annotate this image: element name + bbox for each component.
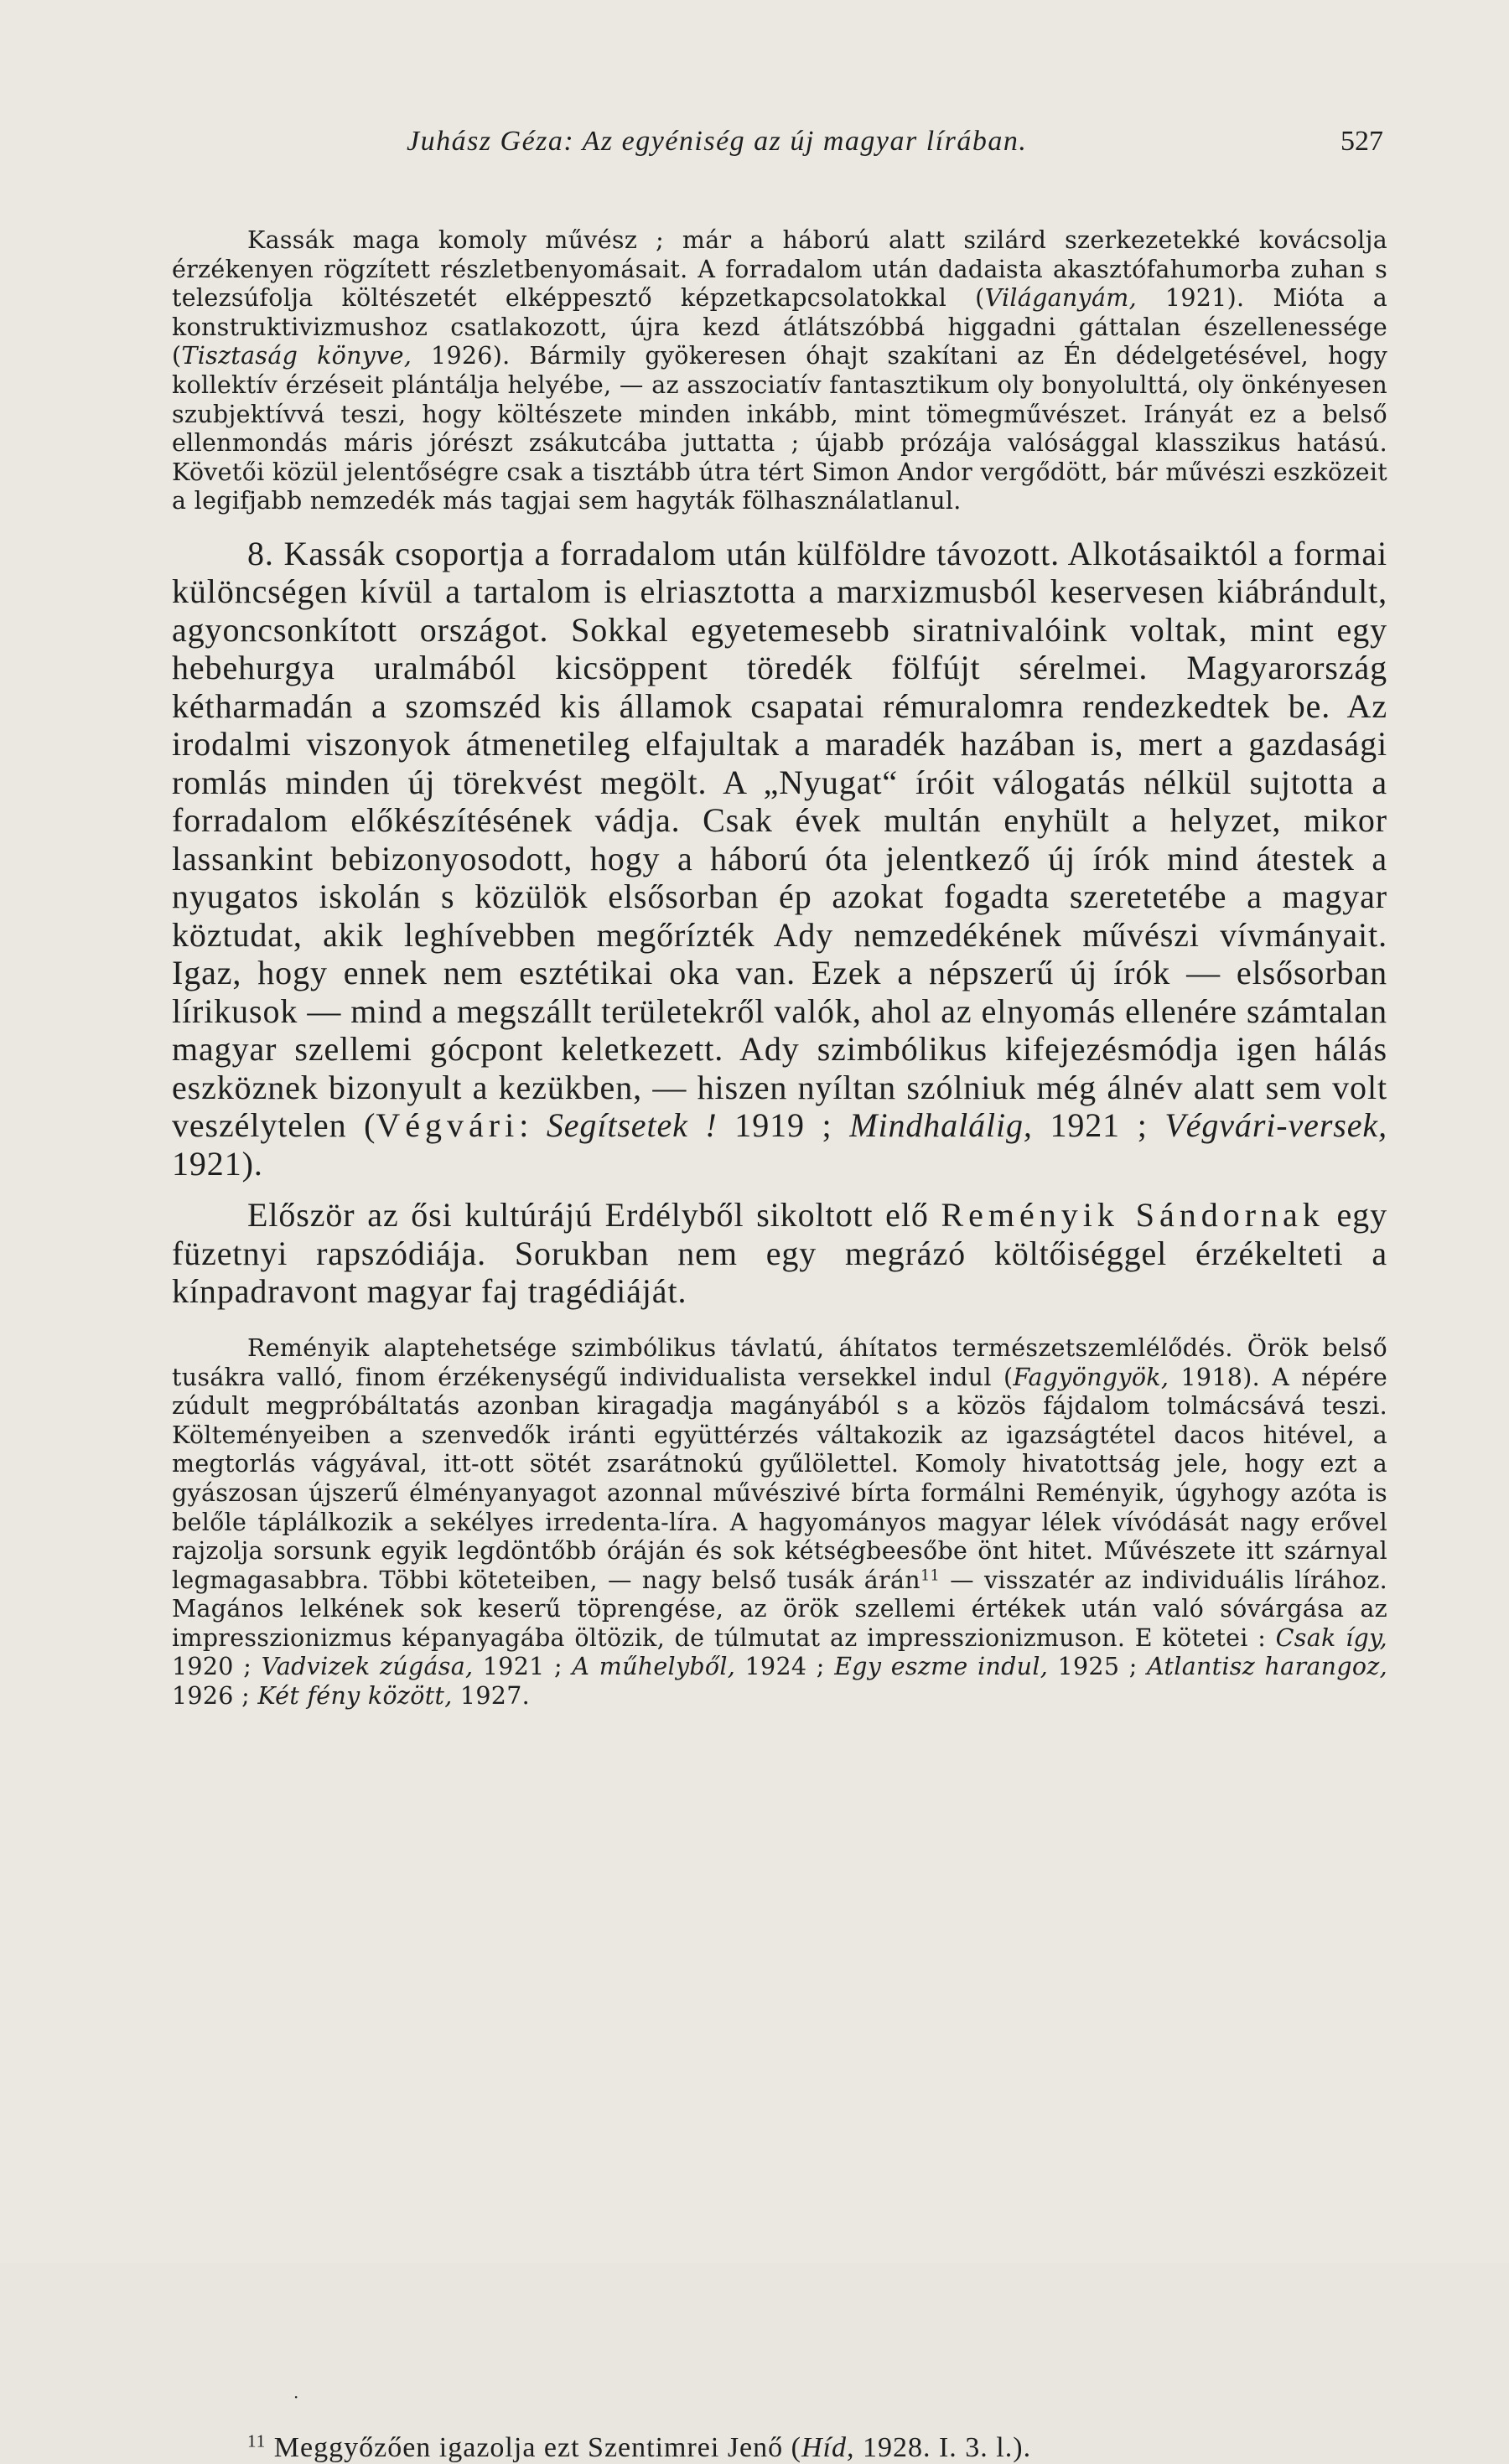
- footnote-dot: ·: [293, 2387, 299, 2407]
- work-title: Híd,: [801, 2432, 855, 2463]
- text-run: 1921 ;: [473, 1653, 573, 1681]
- work-title: Végvári-versek,: [1164, 1106, 1387, 1145]
- work-title: Egy eszme indul,: [834, 1653, 1049, 1681]
- text-run: 1926). Bármily gyökeresen óhajt szakítani az Én dédelgetésével, hogy kollektív érzéseit plántálja helyébe, — az asszociatív fantasztikum oly bonyolulttá, oly önkényesen szubjektívvá teszi, hogy költészete minden inkább, mint tömegművészet. Irányát ez a belső ellenmondás máris jórészt zsákutcába juttatta ; újabb prózája valósággal klasszikus hatású. Követői közül jelentőségre csak a tisztább útra tért Simon Andor vergődött, bár művészi eszközeit a legifjabb nemzedék más tagjai sem hagyták fölhasználatlanul.: [172, 342, 1387, 515]
- text-run: 1921). Mióta a konstruktivizmushoz csatlakozott, újra kezd átlátszóbbá higgadni gáttalan észellenessége (: [172, 284, 1387, 370]
- footnote: [247, 2432, 1031, 2464]
- spaced-name: Reményik Sándornak: [941, 1196, 1325, 1235]
- text-run: 1925 ;: [1048, 1653, 1148, 1681]
- running-title: Juhász Géza: Az egyéniség az új magyar lírában.: [407, 126, 1028, 157]
- text-run: 1919 ;: [717, 1106, 850, 1145]
- text-run: 1926 ;: [172, 1682, 258, 1711]
- text-run: 1921 ;: [1032, 1106, 1165, 1145]
- text-run: 1921).: [172, 1144, 263, 1183]
- text-run: 1927.: [452, 1682, 531, 1711]
- work-title: Világanyám,: [984, 284, 1137, 313]
- page-header: [172, 126, 1383, 176]
- text-run: :: [519, 1106, 547, 1145]
- paragraph-section-8: [172, 535, 1387, 1183]
- work-title: A műhelyből,: [572, 1653, 736, 1681]
- text-run: 8. Kassák csoportja a forradalom után külföldre távozott. Alkotásaiktól a formai különcségen kívül a tartalom is elriasztotta a marxizmusból keservesen kiábrándult, agyoncsonkított országot. Sokkal egyetemesebb siratnivalóink voltak, mint egy hebehurgya uralmából kicsöppent töredék fölfújt sérelmei. Magyarország kétharmadán a szomszéd kis államok csapatai rémuralomra rendezkedtek be. Az irodalmi viszonyok átmenetileg elfajultak a maradék hazában is, mert a gazdasági romlás minden új törekvést megölt. A „Nyugat“ íróit válogatás nélkül sujtotta a forradalom előkészítésének vádja. Csak évek multán enyhült a helyzet, mikor lassankint bebizonyosodott, hogy a háború óta jelentkező új írók mind átestek a nyugatos iskolán s közülök elsősorban ép azokat fogadta szeretetébe a magyar köztudat, akik leghívebben megőrízték Ady nemzedékének művészi vívmányait. Igaz, hogy ennek nem esztétikai oka van. Ezek a népszerű új írók — elsősorban lírikusok — mind a megszállt területekről valók, ahol az elnyomás ellenére számtalan magyar szellemi gócpont keletkezett. Ady szimbólikus kifejezésmódja igen hálás eszköznek bizonyult a kezükben, — hiszen nyíltan szólniuk még álnév alatt sem volt veszélytelen (: [172, 534, 1387, 1145]
- work-title: Fagyöngyök,: [1013, 1363, 1169, 1391]
- work-title: Tisztaság könyve,: [181, 342, 412, 370]
- work-title: Csak így,: [1275, 1623, 1388, 1652]
- footnote-number: 11: [247, 2430, 267, 2451]
- paragraph-remenyik-small: [172, 1334, 1387, 1711]
- text-run: 1928. I. 3. l.).: [854, 2432, 1032, 2463]
- work-title: Segítsetek !: [546, 1106, 718, 1145]
- text-run: egy füzetnyi rapszódiája. Sorukban nem egy megrázó költőiséggel érzékelteti a kínpadravont magyar faj tragédiáját.: [172, 1196, 1387, 1311]
- work-title: Atlantisz harangoz,: [1147, 1653, 1388, 1681]
- page-number: 527: [1340, 126, 1383, 157]
- footnote-reference: 11: [920, 1566, 941, 1584]
- paragraph-kassak-small: [172, 226, 1387, 516]
- page-body: [172, 226, 1387, 1711]
- paragraph-remenyik-intro: [172, 1196, 1387, 1311]
- text-run: 1920 ;: [172, 1653, 262, 1681]
- text-run: — visszatér az individuális lírához. Magános lelkének sok keserű töprengése, az örök szellemi értékek után való sóvárgása az impresszionizmus képanyagába öltözik, de túlmutat az impresszionizmuson. E kötetei :: [172, 1566, 1387, 1652]
- spaced-name: Végvári: [376, 1106, 520, 1145]
- work-title: Mindhalálig,: [849, 1106, 1033, 1145]
- text-run: Meggyőzően igazolja ezt Szentimrei Jenő (: [266, 2432, 801, 2463]
- text-run: Először az ősi kultúrájú Erdélyből sikoltott elő: [247, 1196, 941, 1235]
- text-run: 1924 ;: [735, 1653, 835, 1681]
- text-run: 1918). A népére zúdult megpróbáltatás azonban kiragadja magányából s a közös fájdalom tolmácsává teszi. Költeményeiben a szenvedők iránti együttérzés váltakozik az igazságtétel dacos hitével, a megtorlás vágyával, itt-ott sötét zsarátnokú gyűlölettel. Komoly hivatottság jele, hogy ezt a gyászosan újszerű élményanyagot azonnal művészivé bírta formálni Reményik, úgyhogy azóta is belőle táplálkozik a sekélyes irredenta-líra. A hagyományos magyar lélek vívódását nagy erővel rajzolja sorsunk egyik legdöntőbb óráján és sok kétségbeesőbe önt hitet. Művészete itt szárnyal legmagasabbra. Többi köteteiben, — nagy belső tusák árán: [172, 1363, 1387, 1594]
- text-run: Kassák maga komoly művész ; már a háború alatt szilárd szerkezetekké kovácsolja érzékenyen rögzített részletbenyomásait. A forradalom után dadaista akasztófahumorba zuhan s telezsúfolja költészetét elképpesztő képzetkapcsolatokkal (: [172, 226, 1387, 313]
- work-title: Két fény között,: [257, 1682, 453, 1711]
- text-run: Reményik alaptehetsége szimbólikus távlatú, áhítatos természetszemlélődés. Örök belső tusákra valló, finom érzékenységű individualista versekkel indul (: [172, 1333, 1387, 1391]
- work-title: Vadvizek zúgása,: [261, 1653, 474, 1681]
